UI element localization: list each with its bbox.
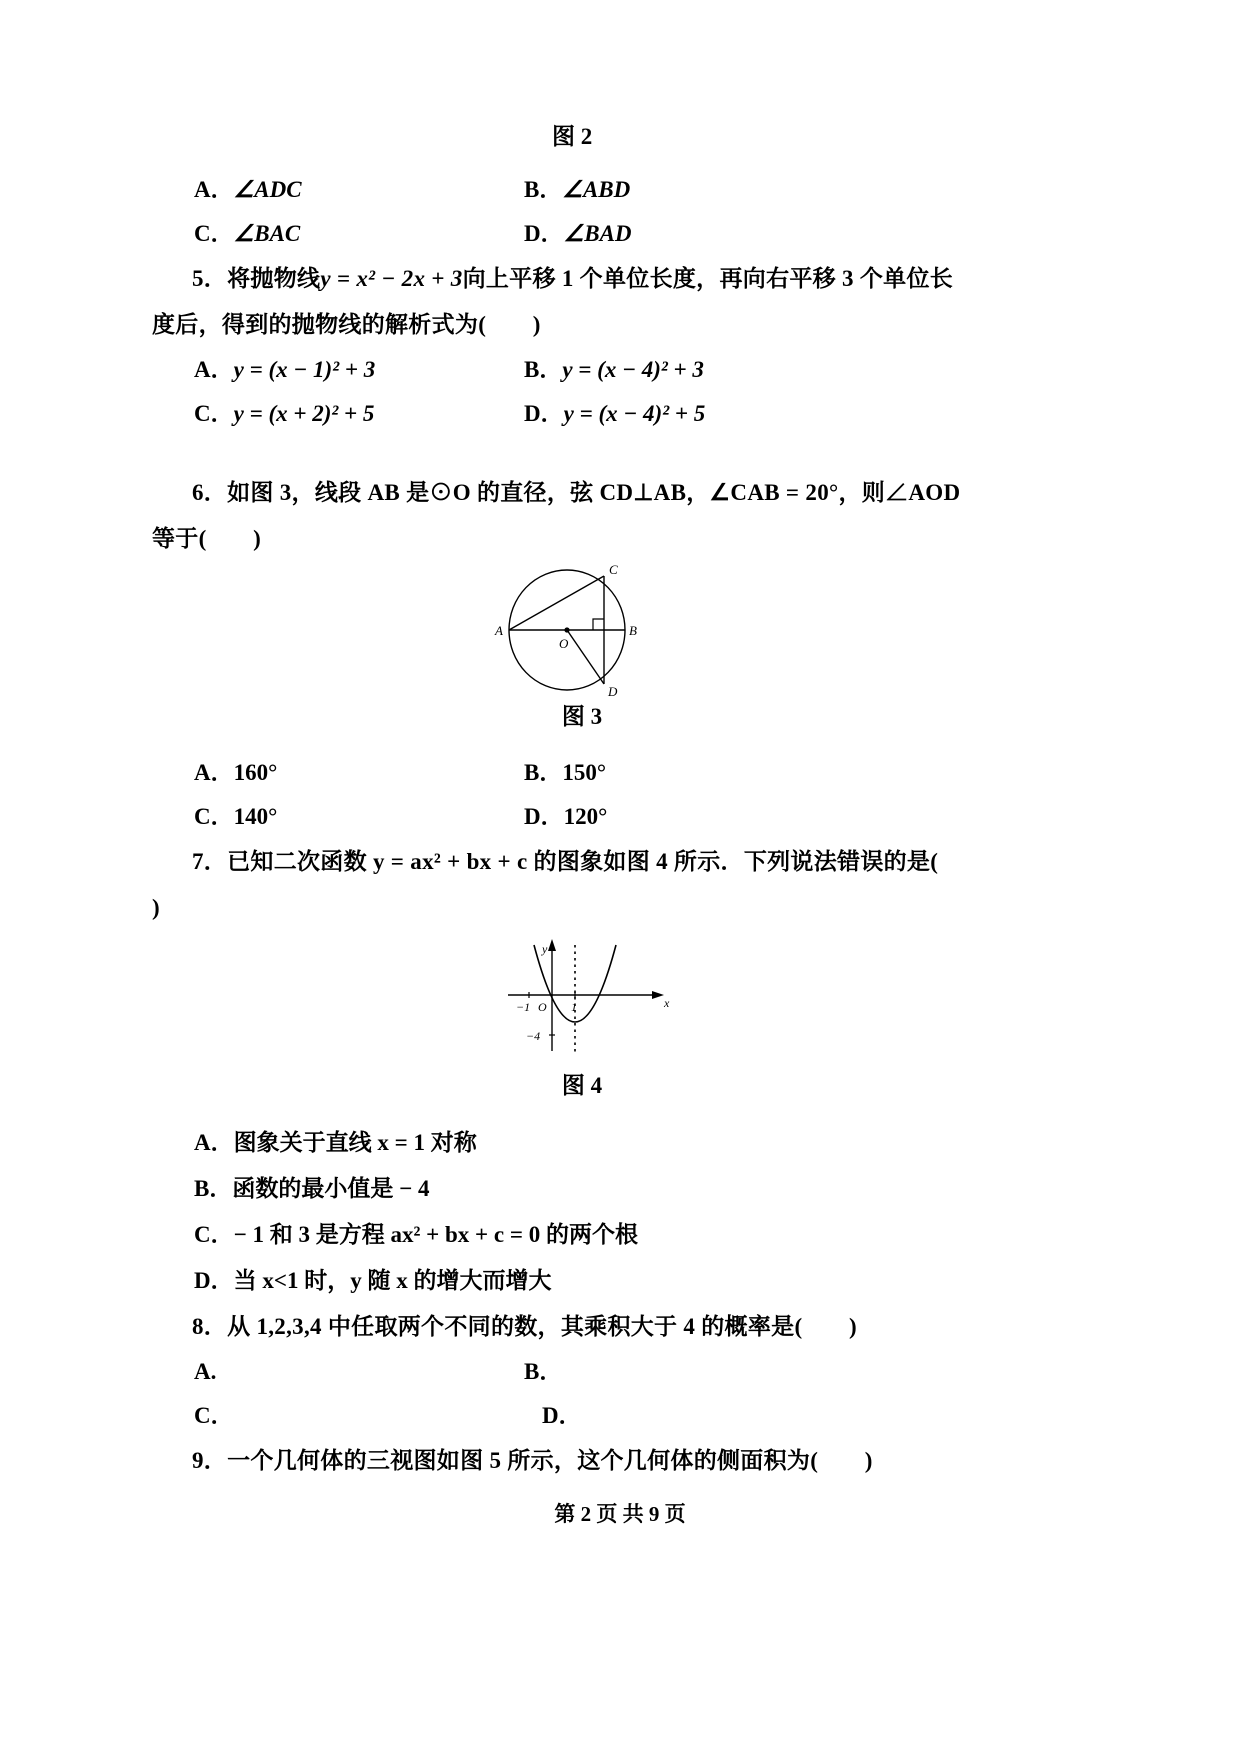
- figure-4-tick-label-1: 1: [571, 1000, 577, 1014]
- q8-option-a-label: A.: [194, 1359, 217, 1384]
- q4-option-b-label: B．: [524, 177, 563, 202]
- q6-option-c-label: C．: [194, 804, 234, 829]
- q5-option-c-text: y = (x + 2)² + 5: [233, 401, 375, 426]
- q4-option-c[interactable]: [194, 212, 524, 256]
- q6-stem-line2: 等于( ): [152, 526, 262, 551]
- q5-option-a-label: A．: [194, 357, 234, 382]
- q7-option-c[interactable]: [152, 1212, 1012, 1258]
- q4-options-row-2: [152, 212, 1012, 256]
- q4-option-a[interactable]: [194, 168, 524, 212]
- q6-options-row-2: [152, 795, 1012, 839]
- q6-number: 6．: [192, 480, 228, 505]
- q4-option-d[interactable]: [524, 212, 1012, 256]
- q7-option-d[interactable]: [152, 1258, 1012, 1304]
- q6-option-d-label: D．: [524, 804, 564, 829]
- figure-3-caption: 图 3: [561, 704, 603, 729]
- q6-option-b-text: 150°: [562, 760, 607, 785]
- q4-option-b-text: ∠ABD: [562, 177, 631, 202]
- q6-option-b-label: B．: [524, 760, 563, 785]
- q5-stem-part2: 向上平移 1 个单位长度，再向右平移 3 个单位长: [462, 266, 954, 291]
- page-footer: 第 2 页 共 9 页: [554, 1502, 686, 1526]
- q4-option-d-label: D．: [524, 221, 564, 246]
- figure-3-label-D: D: [608, 684, 618, 697]
- y-axis-arrow-icon: [548, 939, 556, 951]
- q5-option-c[interactable]: [194, 392, 524, 436]
- q4-option-d-text: ∠BAD: [563, 221, 632, 246]
- q7-option-b-label: B．: [194, 1176, 233, 1201]
- q7-option-c-label: C．: [194, 1222, 234, 1247]
- x-axis-arrow-icon: [652, 991, 664, 999]
- page-content: [152, 120, 1012, 1484]
- segment-AC: [509, 576, 604, 630]
- right-angle-mark-icon: [593, 619, 604, 630]
- q5-options-row-1: [152, 348, 1012, 392]
- q8-option-d[interactable]: [524, 1394, 1012, 1438]
- figure-4-wrapper: [152, 931, 1012, 1066]
- q4-option-c-label: C．: [194, 221, 234, 246]
- q6-option-a-text: 160°: [233, 760, 278, 785]
- figure-4-parabola-graph: [472, 931, 692, 1066]
- q6-option-b[interactable]: [524, 751, 1012, 795]
- q8-option-c-label: C．: [194, 1403, 234, 1428]
- q5-option-b-label: B．: [524, 357, 563, 382]
- q5-stem-line2: 度后，得到的抛物线的解析式为( ): [152, 312, 541, 337]
- q7-option-c-text: − 1 和 3 是方程 ax² + bx + c = 0 的两个根: [233, 1222, 638, 1247]
- q7-option-a-label: A．: [194, 1130, 234, 1155]
- q5-number: 5．: [192, 266, 228, 291]
- q6-stem-line1: [152, 470, 1012, 516]
- q7-option-d-text: 当 x<1 时，y 随 x 的增大而增大: [233, 1268, 552, 1293]
- q8-options-row-1: [152, 1350, 1012, 1394]
- figure-3-label-O: O: [559, 636, 569, 651]
- q8-option-b[interactable]: [524, 1350, 1012, 1394]
- q7-option-a-text: 图象关于直线 x = 1 对称: [233, 1130, 477, 1155]
- segment-OD: [567, 630, 604, 684]
- figure-3-label-B: B: [629, 623, 637, 638]
- q6-option-a[interactable]: [194, 751, 524, 795]
- q5-option-c-label: C．: [194, 401, 234, 426]
- figure-3-label-A: A: [495, 623, 503, 638]
- q8-option-c[interactable]: [194, 1394, 524, 1438]
- q7-number: 7．: [192, 849, 228, 874]
- q6-options-row-1: [152, 751, 1012, 795]
- center-point-O: [564, 627, 569, 632]
- q6-option-d-text: 120°: [563, 804, 608, 829]
- q5-option-d-text: y = (x − 4)² + 5: [563, 401, 706, 426]
- q5-option-b[interactable]: [524, 348, 1012, 392]
- q5-option-d[interactable]: [524, 392, 1012, 436]
- q8-stem-text: 从 1,2,3,4 中任取两个不同的数，其乘积大于 4 的概率是( ): [227, 1314, 857, 1339]
- q8-option-d-label: D．: [542, 1403, 582, 1428]
- q7-option-b-text: 函数的最小值是 − 4: [232, 1176, 430, 1201]
- q5-option-a[interactable]: [194, 348, 524, 392]
- q5-option-d-label: D．: [524, 401, 564, 426]
- q7-option-b[interactable]: [152, 1166, 1012, 1212]
- figure-4-axis-x-label: x: [664, 996, 670, 1010]
- q8-option-b-label: B．: [524, 1359, 563, 1384]
- q6-option-c[interactable]: [194, 795, 524, 839]
- figure-2-caption: 图 2: [552, 124, 593, 149]
- figure-4-axis-y-label: y: [542, 942, 548, 956]
- q7-option-a[interactable]: [152, 1120, 1012, 1166]
- q5-stem: [152, 256, 1012, 302]
- q7-stem-text-1: 已知二次函数 y = ax² + bx + c 的图象如图 4 所示．下列说法错误的是(: [227, 849, 939, 874]
- q5-option-b-text: y = (x − 4)² + 3: [562, 357, 704, 382]
- figure-4-caption: 图 4: [561, 1073, 603, 1098]
- q6-option-d[interactable]: [524, 795, 1012, 839]
- q8-options-row-2: [152, 1394, 1012, 1438]
- q7-stem-line1: [152, 839, 1012, 885]
- q8-option-a[interactable]: [194, 1350, 524, 1394]
- q5-option-a-text: y = (x − 1)² + 3: [233, 357, 376, 382]
- q5-stem-equation: y = x² − 2x + 3: [320, 266, 463, 291]
- figure-4-tick-label-neg4: −4: [526, 1029, 541, 1043]
- q4-option-b[interactable]: [524, 168, 1012, 212]
- q8-stem: [152, 1304, 1012, 1350]
- figure-3-label-C: C: [609, 562, 618, 577]
- figure-4-tick-label-neg1: −1: [516, 1000, 531, 1014]
- q6-option-c-text: 140°: [233, 804, 278, 829]
- q7-option-d-label: D．: [194, 1268, 234, 1293]
- q6-option-a-label: A．: [194, 760, 234, 785]
- q6-stem-text-1: 如图 3，线段 AB 是⊙O 的直径，弦 CD⊥AB，∠CAB = 20°，则∠AOD: [227, 480, 961, 505]
- q5-options-row-2: [152, 392, 1012, 436]
- q4-options-row-1: [152, 168, 1012, 212]
- q9-number: 9．: [192, 1448, 228, 1473]
- figure-3-wrapper: [152, 562, 1012, 697]
- q9-stem-text: 一个几何体的三视图如图 5 所示，这个几何体的侧面积为( ): [227, 1448, 873, 1473]
- figure-3-circle-diagram: [487, 562, 677, 697]
- q5-stem-part1: 将抛物线: [227, 266, 321, 291]
- q9-stem: [152, 1438, 1012, 1484]
- q7-stem-line2: ): [152, 895, 160, 920]
- q4-option-c-text: ∠BAC: [233, 221, 301, 246]
- figure-4-origin-label: O: [538, 1000, 547, 1014]
- q8-number: 8．: [192, 1314, 228, 1339]
- q4-option-a-label: A．: [194, 177, 234, 202]
- q4-option-a-text: ∠ADC: [233, 177, 302, 202]
